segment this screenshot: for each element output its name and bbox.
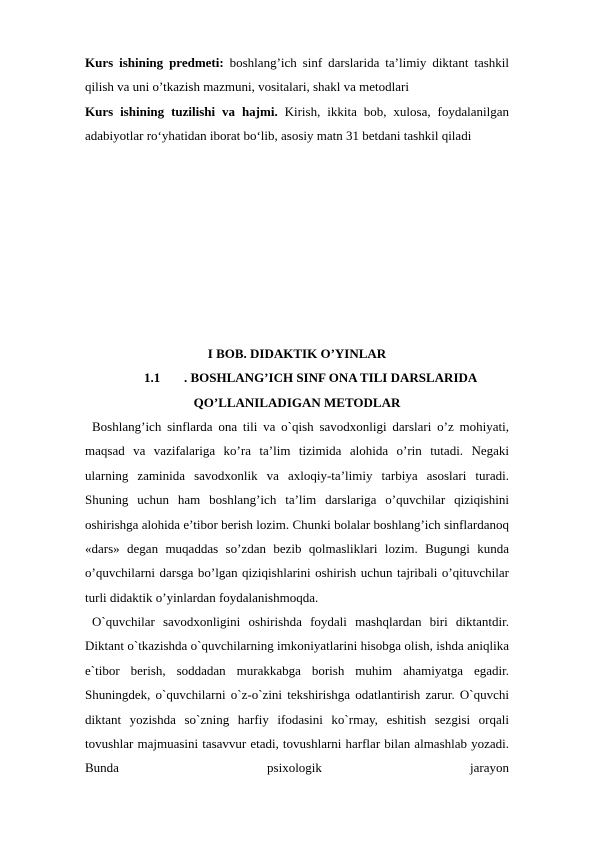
paragraph-text: Boshlang’ich sinflarda ona tili va o`qish savodxonligi darslari o’z mohiyati, maqsad va vazifalariga ko’ra ta’lim tizimida alohida o’rin tutadi. Negaki ularning zaminida savodxonlik va axloqiy-ta’limiy tarbiya asoslari turadi. Shuning uchun ham boshlang’ich ta’lim darslariga o’quvchilar qiziqishini oshirishga alohida e’tibor berish lozim. Chunki bolalar boshlang’ich sinflardanoq «dars» degan muqaddas so’zdan bezib qolmasliklari lozim. Bugungi kunda o’quvchilarni darsga bo’lgan qiziqishlarini oshirish uchun tajribali o’qituvchilar turli didaktik o’yinlardan foydalanishmoqda. [85,419,509,605]
section-title-line2: QO’LLANILADIGAN METODLAR [193,395,401,410]
body-paragraph-1 [85,415,509,610]
subject-text: boshlang’ich sinf darslarida ta’limiy diktant tashkil qilish va uni o’tkazish mazmuni, vositalari, shakl va metodlari [85,55,509,95]
chapter-title: I BOB. DIDAKTIK O’YINLAR [207,346,387,361]
structure-text: Kirish, ikkita bob, xulosa, foydalanilgan adabiyotlar ro‘yhatidan iborat bo‘lib, asosiy matn 31 betdani tashkil qiladi [85,104,509,144]
section-number: 1.1 [144,370,161,385]
intro-structure-paragraph [85,100,509,149]
structure-label: Kurs ishining tuzilishi va hajmi. [85,104,278,119]
intro-subject-paragraph [85,51,509,100]
paragraph-text: O`quvchilar savodxonligini oshirishda foydali mashqlardan biri diktantdir. Diktant o`tkazishda o`quvchilarning imkoniyatlarini hisobga olish, ishda aniqlika e`tibor berish, soddadan murakkabga borish muhim ahamiyatga egadir. Shuningdek, o`quvchilarni o`z-o`zini tekshirishga odatlantirish zarur. O`quvchi diktant yozishda so`zning harfiy ifodasini ko`rmay, eshitish sezgisi orqali tovushlar majmuasini tasavvur etadi, tovushlarni harflar bilan almashlab yozadi. Bunda psixologik jarayon [85,614,509,776]
section-title-line1: . BOSHLANG’ICH SINF ONA TILI DARSLARIDA [184,370,478,385]
body-paragraph-2 [85,610,509,781]
subject-label: Kurs ishining predmeti: [85,55,224,70]
section-heading-line1 [144,366,477,390]
